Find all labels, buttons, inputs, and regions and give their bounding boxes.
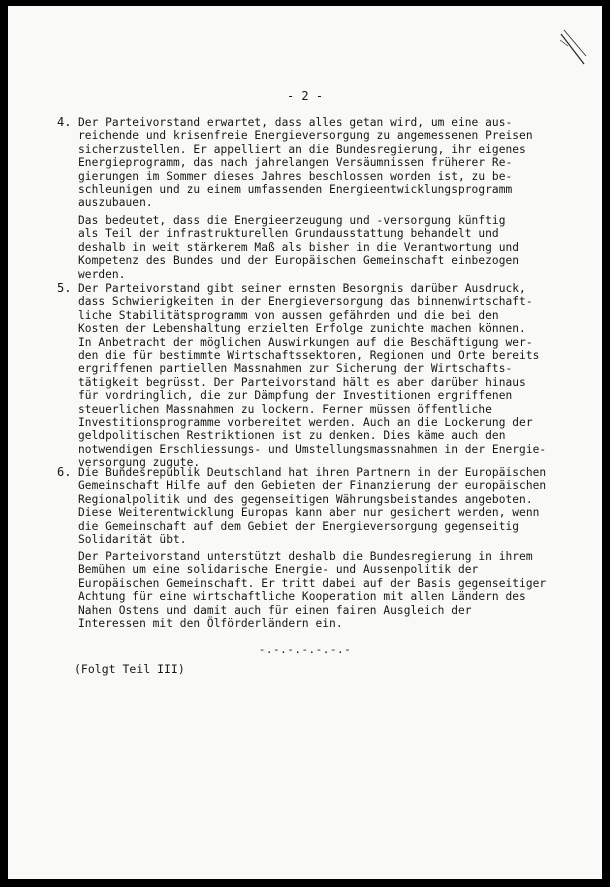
paragraph: Das bedeutet, dass die Energieerzeugung und -versorgung künftig als Teil der infrastrukturellen Grundausstattung behandelt und deshalb in weit stärkerem Maß als bisher in die Verantwortung und Kompetenz des Bundes und der Europäischen Gemeinschaft einbezogen werden. [78, 214, 520, 281]
item-number: 6. [57, 465, 72, 479]
document-page [8, 6, 602, 879]
section-divider: -.-.-.-.-.-.- [258, 643, 352, 656]
corner-pen-mark [558, 26, 588, 68]
continuation-note: (Folgt Teil III) [74, 662, 185, 676]
paragraph: Der Parteivorstand unterstützt deshalb die Bundesregierung in ihrem Bemühen um eine solidarische Energie- und Aussenpolitik der Europäischen Gemeinschaft. Er tritt dabei auf der Basis gegenseitiger Achtung für eine wirtschaftliche Kooperation mit allen Ländern des Nahen Ostens und damit auch für einen fairen Ausgleich der Interessen mit den Ölförderländern ein. [78, 550, 547, 631]
paragraph: Die Bundesrepublik Deutschland hat ihren Partnern in der Europäischen Gemeinschaft Hilfe auf den Gebieten der Finanzierung der europäischen Regionalpolitik und des gegenseitigen Währungsbeistandes angeboten. Diese Weiterentwicklung Europas kann aber nur gesichert werden, wenn die Gemeinschaft auf dem Gebiet der Energieversorgung gegenseitig Solidarität übt. [78, 466, 547, 547]
paragraph: Der Parteivorstand erwartet, dass alles getan wird, um eine aus- reichende und krisenfreie Energieversorgung zu angemessenen Preisen sicherzustellen. Er appelliert an die Bundesregierung, ihr eigenes Energieprogramm, das nach jahrelangen Versäumnissen früherer Re- gierungen im Sommer dieses Jahres beschlossen worden ist, zu be- schleunigen und zu einem umfassenden Energieentwicklungsprogramm auszubauen. [78, 116, 533, 210]
paragraph: Der Parteivorstand gibt seiner ernsten Besorgnis darüber Ausdruck, dass Schwierigkeiten in der Energieversorgung das binnenwirtschaft- liche Stabilitätsprogramm von aussen gefährden und die bei den Kosten der Lebenshaltung erzielten Erfolge zunichte machen können. In Anbetracht der möglichen Auswirkungen auf die Beschäftigung wer- den die für bestimmte Wirtschaftssektoren, Regionen und Orte bereits ergriffenen partiellen Massnahmen zur Sicherung der Wirtschafts- tätigkeit begrüsst. Der Parteivorstand hält es aber darüber hinaus für vordringlich, die zur Dämpfung der Investitionen ergriffenen steuerlichen Massnahmen zu lockern. Ferner müssen öffentliche Investitionsprogramme vorbereitet werden. Auch an die Lockerung der geldpolitischen Restriktionen ist zu denken. Dies käme auch den notwendigen Erschliessungs- und Umstellungsmassnahmen in der Energie- versorgung zugute. [78, 282, 547, 470]
item-number: 5. [57, 281, 72, 295]
page-number: - 2 - [286, 89, 324, 103]
item-number: 4. [57, 115, 72, 129]
